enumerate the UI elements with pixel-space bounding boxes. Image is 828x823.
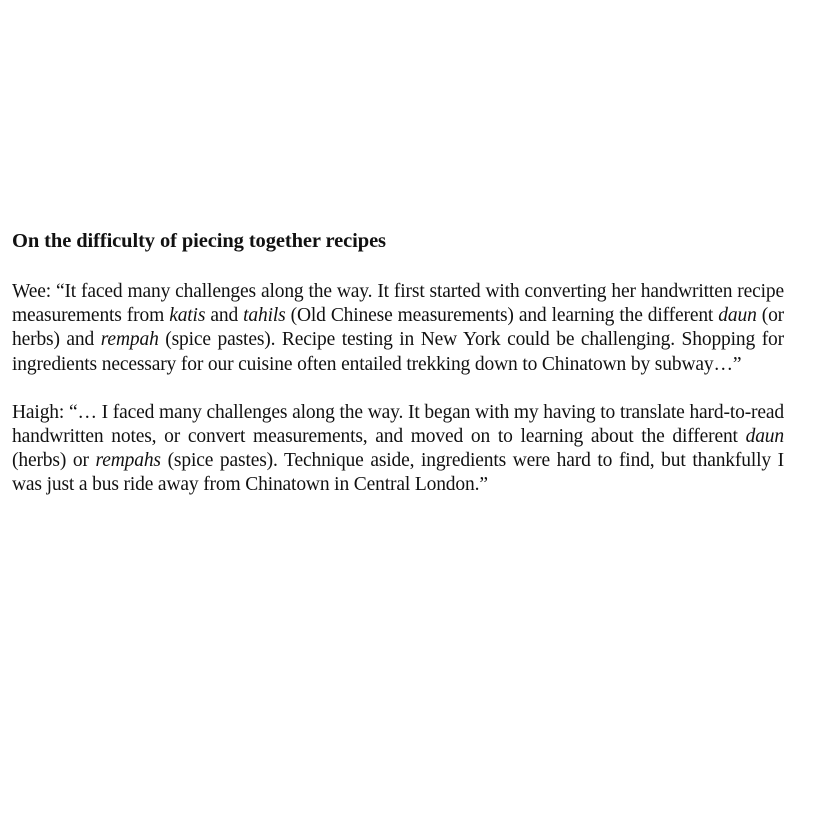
paragraph-haigh-quote (12, 401, 784, 498)
italic-term: daun (745, 426, 784, 448)
paragraph-wee-quote (12, 280, 784, 377)
text-run: (Old Chinese measurements) and learning the different (285, 305, 719, 327)
text-run: Haigh: “… I faced many challenges along the way. It began with my having to translate hard-to-read handwritten notes, or convert measurements, and moved on to learning about the different (12, 401, 784, 448)
italic-term: rempah (100, 329, 159, 351)
italic-term: tahils (243, 305, 286, 327)
text-run: (or herbs) and (12, 305, 785, 351)
section-heading: On the difficulty of piecing together recipes (12, 230, 386, 252)
text-run: Wee: “It faced many challenges along the way. It first started with converting her handwritten recipe measurements from (12, 281, 784, 327)
italic-term: katis (169, 305, 206, 327)
text-run: (spice pastes). Technique aside, ingredients were hard to find, but thankfully I was just a bus ride away from Chinatown in Central London.” (12, 450, 784, 496)
italic-term: rempahs (95, 450, 161, 472)
text-run: (herbs) or (12, 450, 96, 472)
italic-term: daun (718, 305, 757, 327)
document-body (12, 228, 784, 522)
text-run: (spice pastes). Recipe testing in New York could be challenging. Shopping for ingredients necessary for our cuisine often entailed trekking down to Chinatown by subway…” (12, 329, 784, 375)
text-run: and (205, 305, 244, 327)
